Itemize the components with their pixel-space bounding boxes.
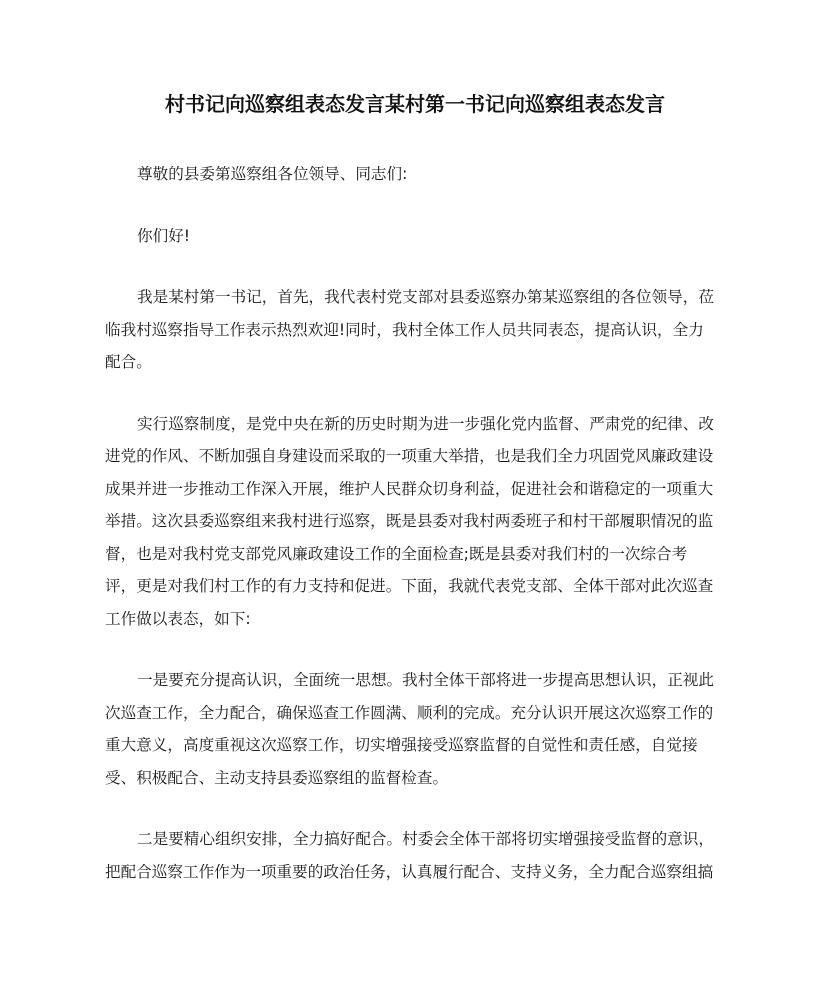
paragraph-line: 实行巡察制度，是党中央在新的历史时期为进一步强化党内监督、严肃党的纪律、改 [137,414,714,433]
paragraph-line: 进党的作风、不断加强自身建设而采取的一项重大举措，也是我们全力巩固党风廉政建设 [105,447,714,465]
paragraph-line: 成果并进一步推动工作深入开展，维护人民群众切身利益，促进社会和谐稳定的一项重大 [105,479,714,498]
paragraph [105,408,725,636]
paragraph-line: 二是要精心组织安排，全力搞好配合。村委会全体干部将切实增强接受监督的意识， [137,830,714,848]
paragraph-line: 评，更是对我们村工作的有力支持和促进。下面，我就代表党支部、全体干部对此次巡查 [105,577,714,595]
document-title: 村书记向巡察组表态发言某村第一书记向巡察组表态发言 [165,92,665,116]
paragraph [105,158,725,191]
document-body [105,158,725,917]
paragraph-line: 举措。这次县委巡察组来我村进行巡察，既是县委对我村两委班子和村干部履职情况的监 [105,512,714,530]
paragraph-line: 受、积极配合、主动支持县委巡察组的监督检查。 [105,768,449,787]
paragraph [105,281,725,379]
paragraph-line: 你们好! [137,226,191,245]
paragraph-line: 我是某村第一书记，首先，我代表村党支部对县委巡察办第某巡察组的各位领导，莅 [137,288,714,306]
paragraph [105,823,725,888]
paragraph-line: 工作做以表态，如下: [105,609,251,628]
paragraph-line: 次巡查工作，全力配合，确保巡查工作圆满、顺利的完成。充分认识开展这次巡察工作的 [105,703,714,722]
paragraph-line: 配合。 [105,353,152,371]
paragraph-line: 督，也是对我村党支部党风廉政建设工作的全面检查;既是县委对我们村的一次综合考 [105,544,688,563]
paragraph [105,220,725,253]
paragraph-line: 一是要充分提高认识，全面统一思想。我村全体干部将进一步提高思想认识，正视此 [137,671,714,689]
paragraph-line: 尊敬的县委第巡察组各位领导、同志们: [137,165,408,183]
paragraph-line: 重大意义，高度重视这次巡察工作，切实增强接受巡察监督的自觉性和责任感，自觉接 [105,736,698,754]
paragraph-line: 把配合巡察工作作为一项重要的政治任务，认真履行配合、支持义务，全力配合巡察组搞 [105,862,714,881]
paragraph-line: 临我村巡察指导工作表示热烈欢迎!同时，我村全体工作人员共同表态，提高认识，全力 [105,320,704,339]
paragraph [105,664,725,794]
